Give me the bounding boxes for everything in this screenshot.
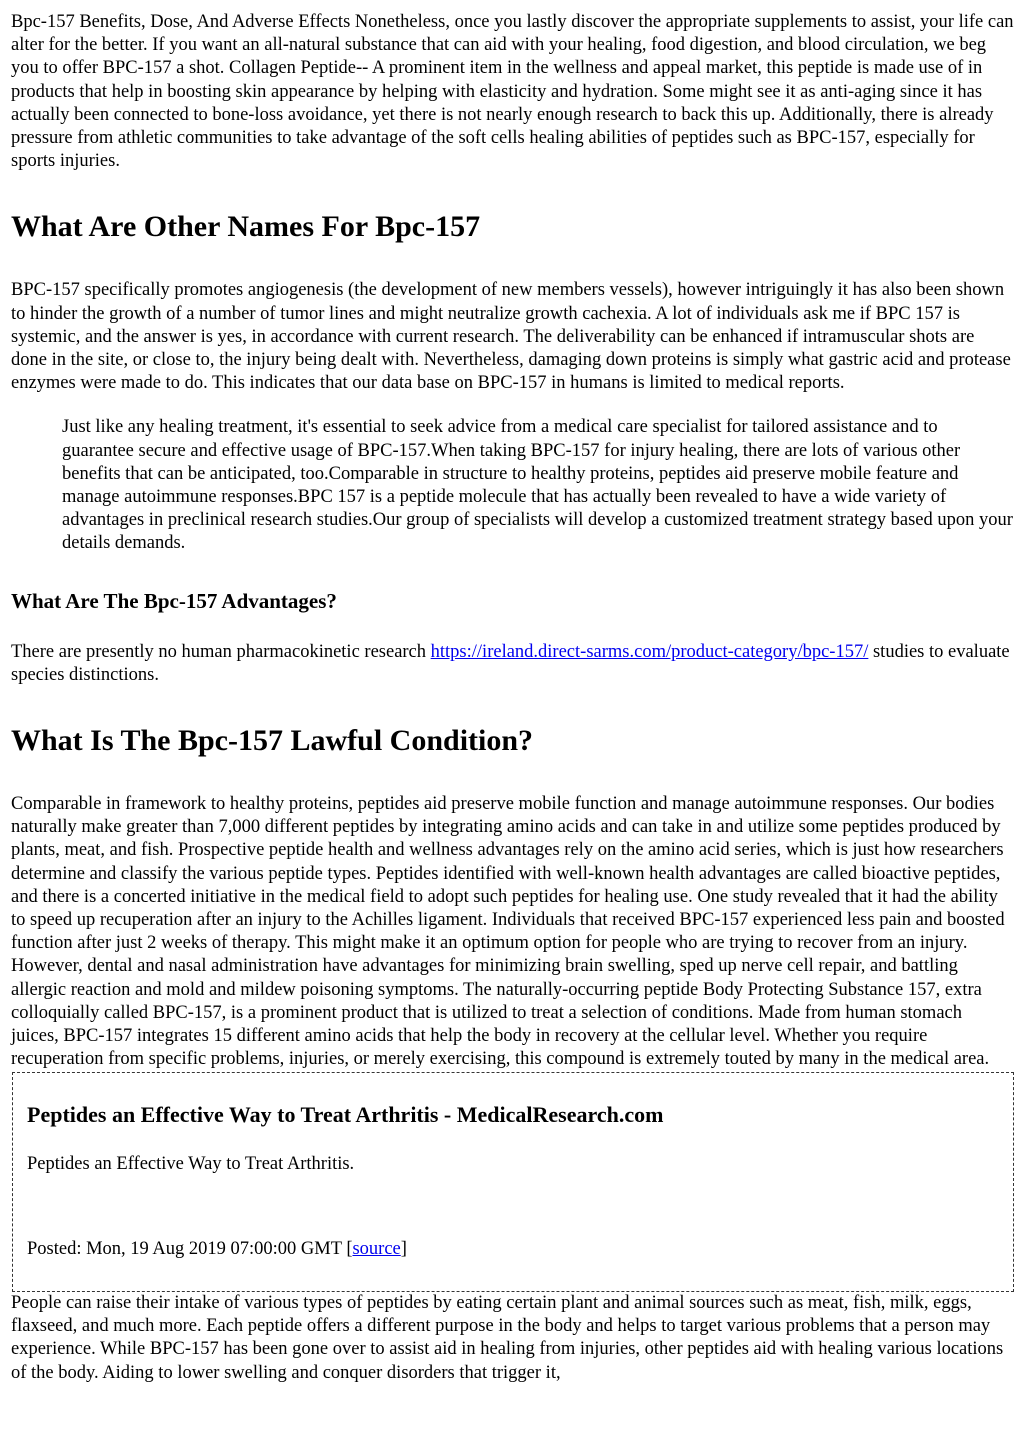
section-heading-other-names: What Are Other Names For Bpc-157 (11, 210, 481, 244)
section-paragraph-advantages (11, 641, 1014, 687)
posted-suffix: ] (400, 1238, 407, 1259)
section-heading-advantages: What Are The Bpc-157 Advantages? (11, 588, 337, 613)
section-paragraph-lawful-condition: Comparable in framework to healthy proteins, peptides aid preserve mobile function and manage autoimmune responses. Our bodies naturally make greater than 7,000 different peptides by integrating amino acids and can take in and utilize some peptides produced by plants, meat, and fish. Prospective peptide health and wellness advantages rely on the amino acid series, which is just how researchers determine and classify the various peptide types. Peptides identified with well-known health advantages are called bioactive peptides, and there is a concerted initiative in the medical field to adopt such peptides for healing use. One study revealed that it had the ability to speed up recuperation after an injury to the Achilles ligament. Individuals that received BPC-157 experienced less pain and boosted function after just 2 weeks of therapy. This might make it an optimum option for people who are trying to recover from an injury. However, dental and nasal administration have advantages for minimizing brain swelling, sped up nerve cell repair, and battling allergic reaction and mold and mildew poisoning symptoms. The naturally-occurring peptide Body Protecting Substance 157, extra colloquially called BPC-157, is a prominent product that is utilized to treat a selection of conditions. Made from human stomach juices, BPC-157 integrates 15 different amino acids that help the body in recovery at the cellular level. Whether you require recuperation from specific problems, injuries, or merely exercising, this compound is extremely touted by many in the medical area. (11, 794, 1005, 1070)
news-posted-date (27, 1238, 999, 1261)
posted-prefix: Posted: Mon, 19 Aug 2019 07:00:00 GMT [ (27, 1238, 353, 1259)
news-title: Peptides an Effective Way to Treat Arthritis - MedicalResearch.com (27, 1101, 664, 1127)
intro-paragraph: Bpc-157 Benefits, Dose, And Adverse Effects Nonetheless, once you lastly discover the appropriate supplements to assist, your life can alter for the better. If you want an all-natural substance that can aid with your healing, food digestion, and blood circulation, we beg you to offer BPC-157 a shot. Collagen Peptide-- A prominent item in the wellness and appeal market, this peptide is made use of in products that help in boosting skin appearance by helping with elasticity and hydration. Some might see it as anti-aging since it has actually been connected to bone-loss avoidance, yet there is not nearly enough research to back this up. Additionally, there is already pressure from athletic communities to take advantage of the soft cells healing abilities of peptides such as BPC-157, especially for sports injuries. (11, 12, 1014, 172)
advantages-text-before: There are presently no human pharmacokinetic research (11, 641, 431, 662)
advantages-text-after: studies to evaluate species distinctions. (11, 641, 1010, 685)
product-category-link[interactable]: https://ireland.direct-sarms.com/product-category/bpc-157/ (430, 641, 869, 662)
news-summary: Peptides an Effective Way to Treat Arthritis. (27, 1153, 355, 1174)
section-heading-lawful-condition: What Is The Bpc-157 Lawful Condition? (11, 724, 534, 758)
blockquote: Just like any healing treatment, it's essential to seek advice from a medical care specialist for tailored assistance and to guarantee secure and effective usage of BPC-157.When taking BPC-157 for injury healing, there are lots of various other benefits that can be anticipated, too.Comparable in structure to healthy proteins, peptides aid preserve mobile feature and manage autoimmune responses.BPC 157 is a peptide molecule that has actually been revealed to have a wide variety of advantages in preclinical research studies.Our group of specialists will develop a customized treatment strategy based upon your details demands. (62, 417, 1013, 554)
news-feed-box (12, 1072, 1014, 1292)
source-link[interactable]: source (352, 1238, 401, 1259)
closing-paragraph: People can raise their intake of various types of peptides by eating certain plant and animal sources such as meat, fish, milk, eggs, flaxseed, and much more. Each peptide offers a different purpose in the body and helps to target various problems that a person may experience. While BPC-157 has been gone over to assist aid in healing from injuries, other peptides aid with healing various locations of the body. Aiding to lower swelling and conquer disorders that trigger it, (11, 1292, 1004, 1383)
section-paragraph-other-names: BPC-157 specifically promotes angiogenesis (the development of new members vessels), however intriguingly it has also been shown to hinder the growth of a number of tumor lines and might neutralize growth cachexia. A lot of individuals ask me if BPC 157 is systemic, and the answer is yes, in accordance with current research. The deliverability can be enhanced if intramuscular shots are done in the site, or close to, the injury being dealt with. Nevertheless, damaging down proteins is simply what gastric acid and protease enzymes were made to do. This indicates that our data base on BPC-157 in humans is limited to medical reports. (11, 280, 1011, 394)
